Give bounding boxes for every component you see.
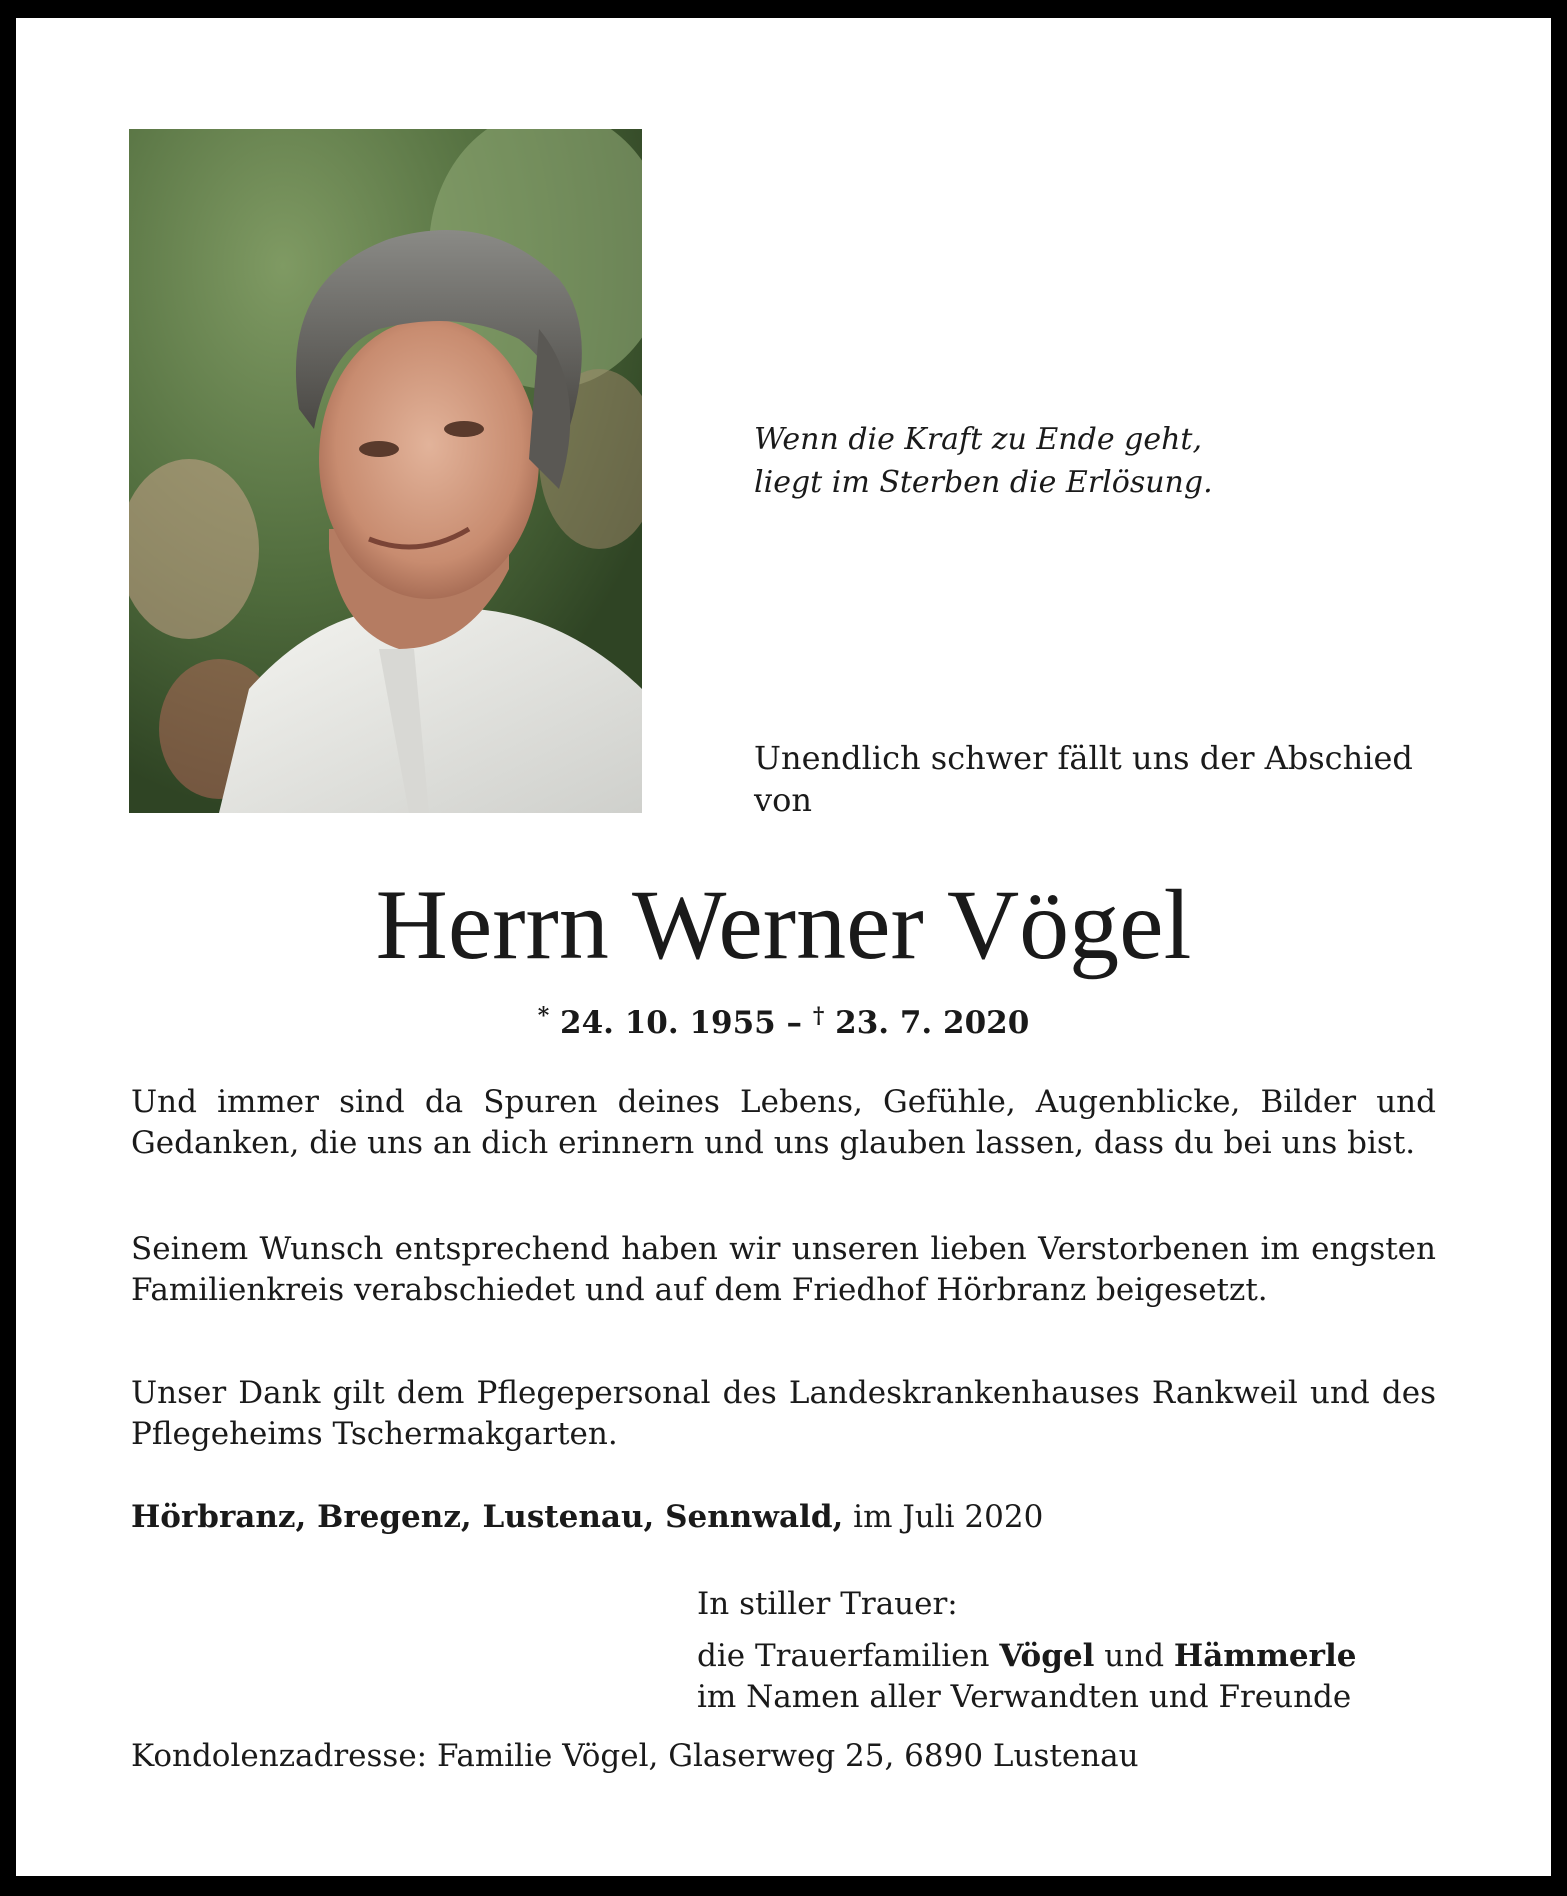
intro-line: von — [754, 781, 812, 819]
place-and-date — [131, 1497, 1436, 1538]
families-conjunction: und — [1104, 1638, 1165, 1674]
mourners-signature — [697, 1584, 1457, 1718]
paragraph-thanks: Unser Dank gilt dem Pflegepersonal des Landeskrankenhauses Rankweil und des Pflegeheims Tschermakgarten. — [131, 1375, 1436, 1452]
condolence-address: Kondolenzadresse: Familie Vögel, Glaserweg 25, 6890 Lustenau — [131, 1738, 1139, 1774]
paragraph-burial: Seinem Wunsch entsprechend haben wir unseren lieben Verstorbenen im engsten Familienkreis verabschiedet und auf dem Friedhof Hörbranz beigesetzt. — [131, 1231, 1436, 1308]
death-mark: † — [812, 1003, 825, 1029]
epitaph-quote — [754, 418, 1454, 504]
families-prefix: die Trauerfamilien — [697, 1638, 990, 1674]
farewell-intro — [754, 737, 1444, 821]
signature-heading: In stiller Trauer: — [697, 1586, 958, 1622]
signature-families — [697, 1636, 1457, 1677]
death-date: 23. 7. 2020 — [835, 1005, 1030, 1041]
quote-line: Wenn die Kraft zu Ende geht, — [754, 422, 1202, 457]
intro-line: Unendlich schwer fällt uns der Abschied — [754, 739, 1413, 777]
birth-date: 24. 10. 1955 — [560, 1005, 776, 1041]
family-name: Vögel — [999, 1638, 1095, 1674]
notice-date: im Juli 2020 — [853, 1499, 1044, 1535]
places-list: Hörbranz, Bregenz, Lustenau, Sennwald, — [131, 1499, 844, 1535]
family-name: Hämmerle — [1173, 1638, 1357, 1674]
portrait-photo — [129, 129, 642, 813]
signature-closing: im Namen aller Verwandten und Freunde — [697, 1679, 1352, 1715]
birth-mark: * — [537, 1003, 550, 1029]
deceased-name: Herrn Werner Vögel — [375, 869, 1192, 980]
paragraph-memories: Und immer sind da Spuren deines Lebens, Gefühle, Augenblicke, Bilder und Gedanken, die uns an dich erinnern und uns glauben lassen, dass du bei uns bist. — [131, 1084, 1436, 1161]
quote-line: liegt im Sterben die Erlösung. — [754, 465, 1213, 500]
life-dates — [0, 996, 1567, 1043]
date-separator: – — [786, 1005, 803, 1041]
